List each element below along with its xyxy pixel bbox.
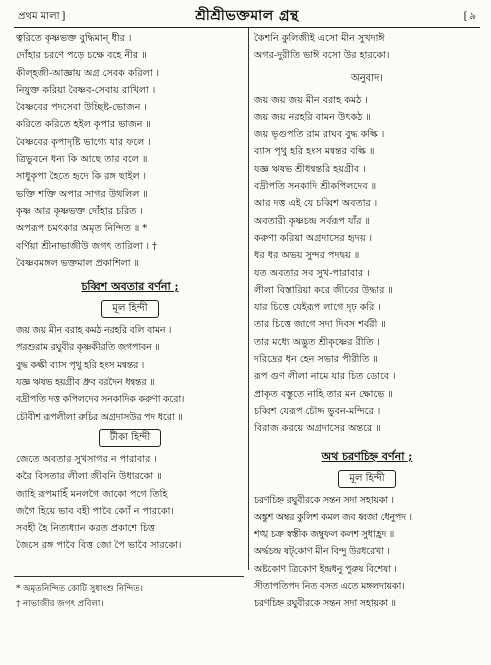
verse-line: পরশুরাম রঘুবীর কৃষ্ণকীরতি জগপাবন ॥ — [16, 342, 160, 354]
mool-hindi-label-2: মূল হিন্দী — [338, 470, 395, 488]
verse-line: কৃষ্ণ আর কৃষ্ণভক্ত দোঁহার চরিত । — [16, 205, 143, 217]
verse-line: সাধুকৃপা হৈতে হৃদে কি রঙ্গ ছাইল । — [16, 171, 147, 183]
verse-line: অপরূপ চমৎকার অমৃত নিন্দিত ॥ * — [16, 223, 148, 235]
translation-label: অনুবাদ। — [351, 72, 383, 84]
verse-line: লীলা বিস্তারিয়া করে জীবের উদ্ধার ॥ — [254, 284, 393, 296]
mool-hindi-label: মূল হিন্দী — [101, 300, 158, 318]
verse-line: কীল্‌হজী-আজ্ঞায় অগ্র সেবক করিলা । — [16, 67, 160, 79]
translation-verse-block — [254, 92, 480, 438]
header-section-label: প্রথম মালা ] — [18, 9, 65, 26]
verse-line: জয় ভৃগুপতি রাম রাঘব বুদ্ধ কল্কি । — [254, 129, 385, 141]
verse-line: চৌবীশ রূপলীলা রুচির অগ্রদাসউর পদ ধরো ॥ — [16, 411, 183, 423]
footnote: † নাভাজীর জগৎ প্রবিলা। — [16, 599, 104, 609]
left-verse-block — [16, 30, 244, 272]
verse-line: তার চিত্তে জাগে সদা দিবস শর্বরী ॥ — [254, 319, 386, 331]
verse-line: সীতাপতিপদ নিত বসত এতে মঙ্গলদায়কা। — [254, 581, 405, 593]
tika-hindi-label: টীকা হিন্দী — [99, 429, 161, 447]
header-book-title: শ্রীশ্রীভক্তমাল গ্রন্থ — [195, 8, 299, 24]
verse-line: ব্যাস পৃথু হরি হংস মন্বন্তর বল্কি ॥ — [254, 146, 375, 158]
verse-line: জেতে অবতার সুখসাগর ন পারাবার । — [16, 453, 157, 465]
verse-line: আর দত্ত এই যে চব্বিশ অবতার । — [254, 198, 378, 210]
verse-line: বর্ণিয়া শ্রীনাভাজীউ জগৎ তারিলা । † — [16, 240, 157, 252]
verse-line: বৈষ্ণবের পদসেবা উচ্ছিষ্ট-ভোজন । — [16, 102, 147, 114]
verse-line: যজ্ঞ ঋষভ হয়গ্রীব ধ্রুব বরদৈন ধন্বন্তর ॥ — [16, 377, 155, 389]
verse-line: ভক্তি শক্তি অপার সাগর উথলিল ॥ — [16, 188, 148, 200]
right-top-verse — [254, 30, 480, 65]
section-heading-avatars: চব্বিশ অবতার বর্ণনা ; — [81, 280, 179, 294]
verse-line: করিতে করিতে হইল কৃপার ভাজন ॥ — [16, 119, 151, 131]
footmarks-verse-block — [254, 492, 480, 613]
verse-line: চব্বিশ যেরূপ চৌদ্দ ভুবন-মন্দিরে । — [254, 405, 381, 417]
verse-line: করৈ বিসতার লীলা জীবনি উধারকো ॥ — [16, 471, 162, 483]
mool-verse-block — [16, 322, 244, 426]
verse-line: জয় জয় মীন বরাহ কমঠ নরহরি বলি বামন । — [16, 325, 172, 337]
header-rule — [14, 27, 480, 28]
footnote-rule — [14, 576, 244, 577]
verse-line: বদ্রীপতি সনকাদি শ্রীকপিলদেব ॥ — [254, 181, 377, 193]
verse-line: বদ্রীপতি দত্ত কপিলদেব সনকাদিক করুণা করো। — [16, 394, 185, 406]
verse-line: জগৈ হিয়ে ভাব বহী পাবৈ ক্যোঁ ন পারকো। — [16, 505, 174, 517]
verse-line: নিযুক্ত করিয়া বৈষ্ণব-সেবায় রাখিলা । — [16, 84, 156, 96]
verse-line: অর্দ্ধচন্দ্র ষট্‌কোণ মীন বিন্দু উরধরেখা । — [254, 546, 390, 558]
verse-line: বৈষ্ণবের কৃপাদৃষ্টি ভাগ্যে যার ফলে । — [16, 136, 151, 148]
verse-line: অগর-দুরীতি ভাঈ বসো উর হারকো। — [254, 50, 390, 62]
verse-line: রূপ গুণ লীলা নামে যার চিত ডোবে । — [254, 371, 396, 383]
section-heading-footmarks: অথ চরণচিহ্ন বর্ণনা ; — [321, 449, 413, 463]
verse-line: জৈসে রঙ্গ পাবৈ বিত্ত জো পৈ ভাবৈ সারকো। — [16, 540, 182, 552]
verse-line: দোঁহার চরণে পড়ে চক্ষে বহে নীর ॥ — [16, 50, 147, 62]
verse-line: ত্রিভুবনে ধন্য কি আছে তার বলে ॥ — [16, 154, 148, 166]
footnote: * অমৃতনিন্দিত কোটি সুধাংশু নিন্দিত। — [16, 584, 143, 594]
page-header — [14, 4, 480, 26]
verse-line: অষ্টকোণ ত্রিকোণ ইন্দ্রধনু পুরুষ বিশেষা । — [254, 563, 397, 575]
verse-line: জয় জয় নরহরি বামন উৎকঠ ॥ — [254, 111, 371, 123]
verse-line: যত অবতার সব সুখ-পারাবার । — [254, 267, 370, 279]
verse-line: যার চিত্তে যেইরূপ লাগে দৃঢ় করি । — [254, 302, 381, 314]
tika-verse-block — [16, 451, 244, 555]
verse-line: বিরাজ করয়ে অগ্রদাসের অন্তরে ॥ — [254, 423, 381, 435]
verse-line: করুণা করিয়া অগ্রদাসের হৃদয় । — [254, 232, 373, 244]
verse-line: জয় জয় জয় মীন বরাহ কমঠ । — [254, 94, 368, 106]
verse-line: দরিদ্রের ধন হেন সভার পীরীতি ॥ — [254, 354, 378, 366]
column-divider — [248, 28, 249, 570]
verse-line: বৈষ্ণবমঙ্গল ভক্তমাল প্রকাশিলা ॥ — [16, 257, 140, 269]
footnotes — [16, 582, 244, 612]
verse-line: অঙ্কুশ অম্বর কুলিশ কমল জব ধ্বজা ধেনুপদ । — [254, 511, 412, 523]
verse-line: তার মধ্যে অদ্ভুত শ্রীকৃষ্ণের রীতি । — [254, 336, 380, 348]
verse-line: চরণচিহ্ন রঘুবীরকে সন্তন সদা সহায়কা । — [254, 494, 394, 506]
verse-line: সবহী হৈ নিত্যধ্যান করত প্রকাশে চিত্ত — [16, 523, 155, 535]
verse-line: শঙ্খ চক্র স্বস্তীক জম্বুফল কলশ সুধাহ্রদ ॥ — [254, 529, 394, 541]
verse-line: অবতারী কৃষ্ণচন্দ্র সর্বরূপ যাঁর ॥ — [254, 215, 371, 227]
verse-line: চরণচিহ্ন রঘুবীরকে সন্তন সদা সহায়কা ॥ — [254, 598, 396, 610]
left-column — [16, 30, 244, 555]
verse-line: প্রাকৃত বস্তুতে নাহি তার মন ক্ষোভে ॥ — [254, 388, 393, 400]
verse-line: কৈশনি কুলিজীই এসো মীন সুখদাঈ — [254, 33, 385, 44]
header-page-number: [ ৯ — [464, 9, 476, 26]
right-column — [254, 30, 480, 613]
verse-line: বুদ্ধ কল্কী ব্যাস পৃথু হরি হংস মন্বন্তর । — [16, 359, 144, 371]
verse-line: জাহি রূপমাহিঁ মনলগৈ জাকো পগে তিহি — [16, 488, 168, 500]
verse-line: যজ্ঞ ঋষভ শ্রীধন্বন্তরি হয়গ্রীব । — [254, 163, 366, 175]
verse-line: ধর ধর অভয় সুন্দর পদদ্বয় ॥ — [254, 250, 360, 262]
verse-line: ত্বরিতে কৃষ্ণভক্ত বুদ্ধিমান্‌ ধীর । — [16, 33, 132, 44]
